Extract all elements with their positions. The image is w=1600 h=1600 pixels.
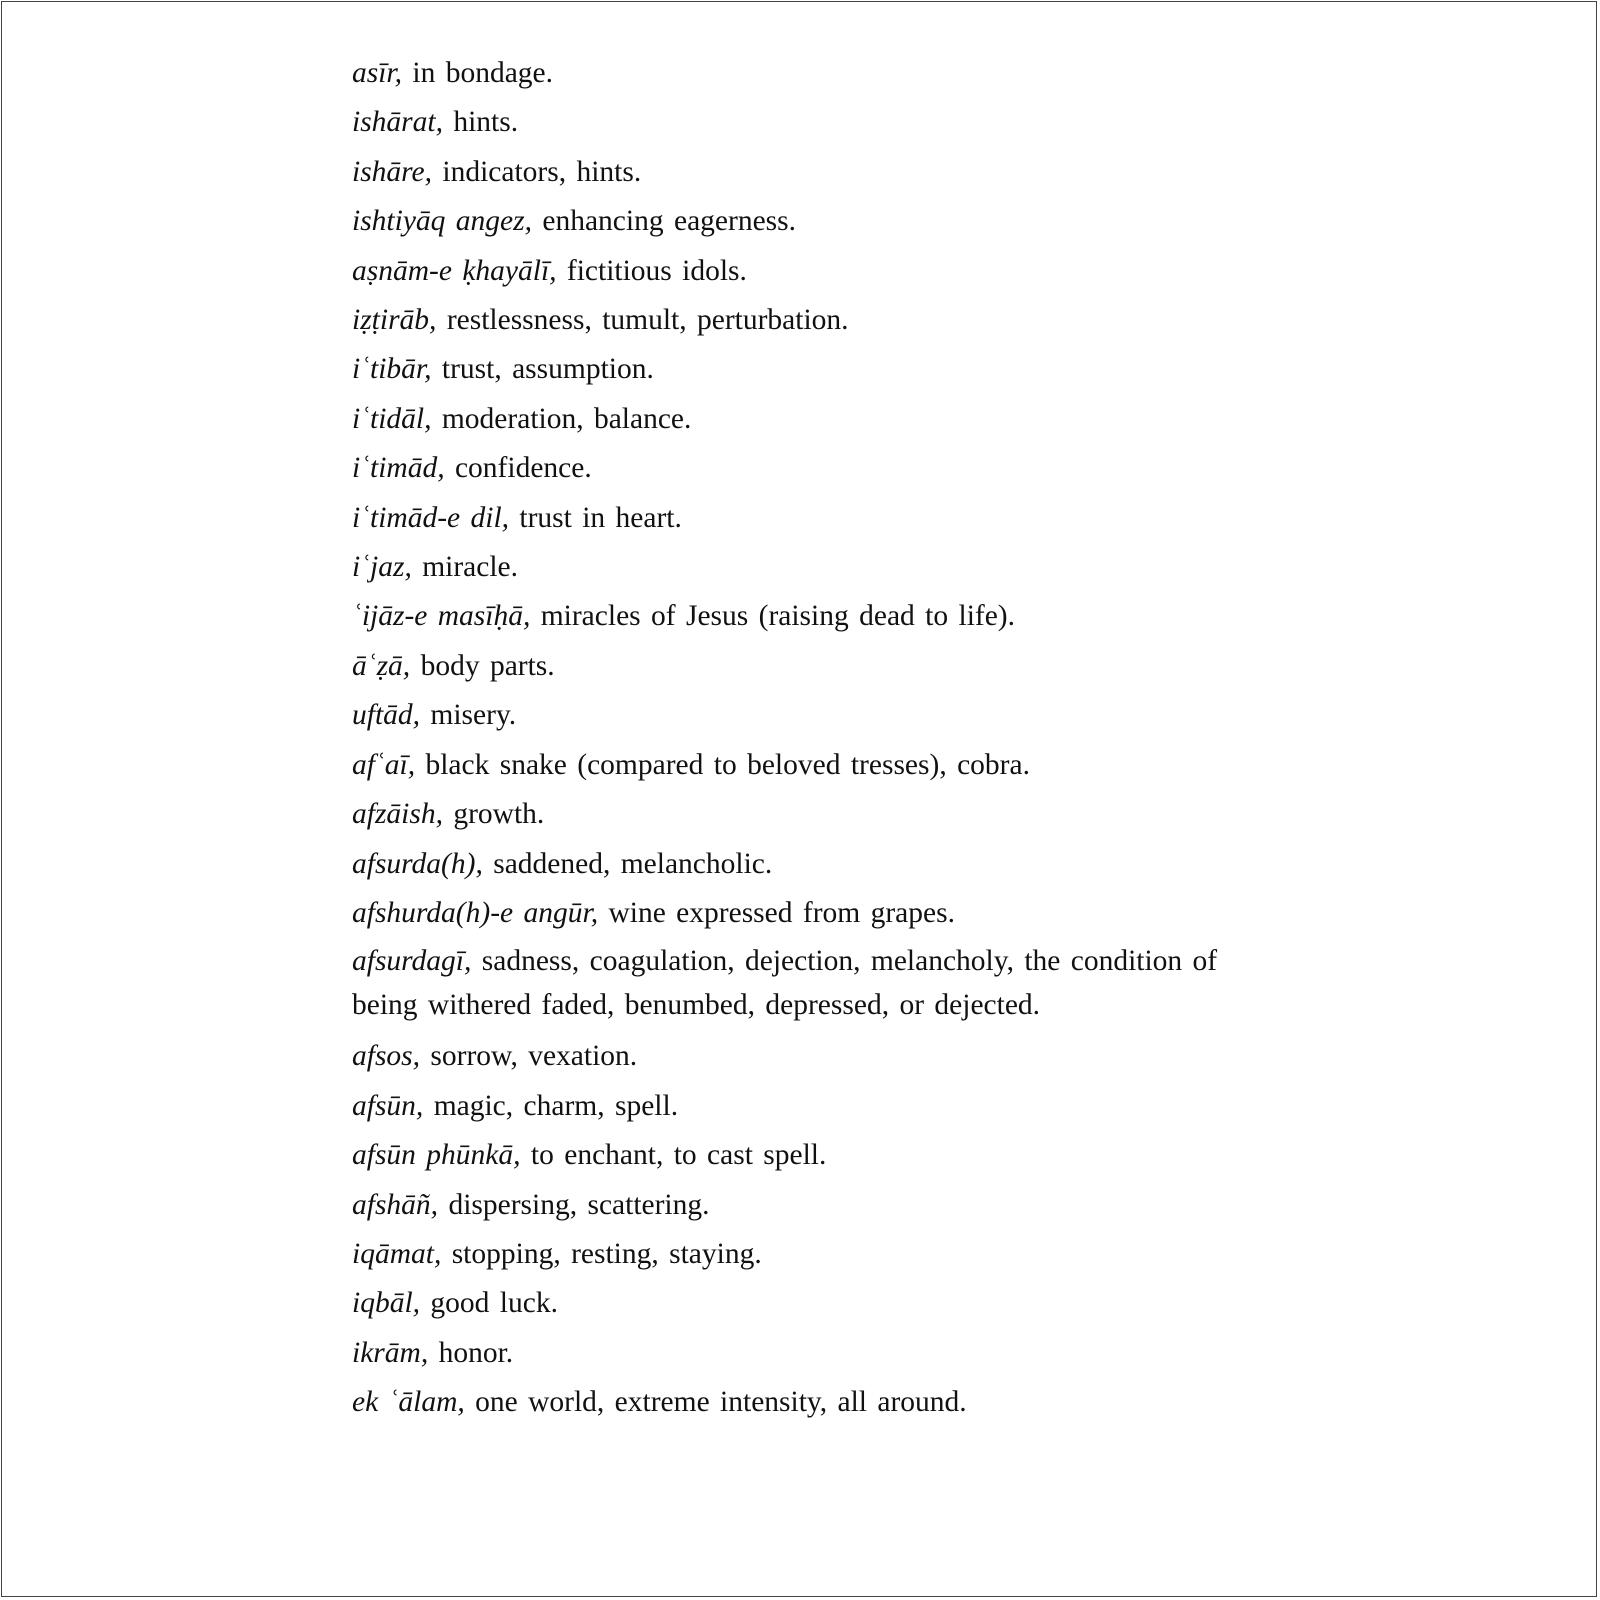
entry-term: ishtiyāq angez, — [352, 205, 532, 238]
entry-definition: miracle. — [422, 551, 519, 584]
entry-term: afsurdagī, — [352, 945, 472, 978]
entry-definition: enhancing eagerness. — [542, 205, 797, 238]
glossary-entry — [352, 98, 1272, 147]
entry-term: ikrām, — [352, 1336, 429, 1369]
glossary-entry — [352, 790, 1272, 839]
glossary-entry — [352, 197, 1272, 246]
entry-term: asīr, — [352, 57, 403, 89]
entry-term: iʿtidāl, — [352, 402, 432, 435]
entry-term: iʿjaz, — [352, 551, 412, 584]
entry-definition: magic, charm, spell. — [433, 1089, 679, 1122]
glossary-entry — [352, 494, 1272, 543]
entry-term: ek ʿālam, — [352, 1386, 465, 1419]
glossary-entry — [352, 741, 1272, 790]
entry-definition: in bondage. — [412, 57, 554, 89]
entry-term: iʿtimād-e dil, — [352, 501, 510, 534]
glossary-entry — [352, 889, 1272, 938]
entry-definition: moderation, balance. — [441, 402, 692, 435]
glossary-entry — [352, 1279, 1272, 1328]
glossary-entry — [352, 1378, 1272, 1427]
entry-term: afsurda(h), — [352, 847, 483, 880]
glossary-entry — [352, 345, 1272, 394]
glossary-entry — [352, 444, 1272, 493]
entry-term: afzāish, — [352, 798, 443, 831]
glossary-entry — [352, 543, 1272, 592]
glossary-entry — [352, 1329, 1272, 1378]
entry-definition: fictitious idols. — [566, 254, 747, 287]
entry-definition: sadness, coagulation, dejection, melancholy, the condition of being withered faded, benumbed, depressed, or dejected. — [352, 945, 1218, 1022]
entry-term: ʿijāz-e masīḥā, — [352, 600, 531, 633]
entry-definition: to enchant, to cast spell. — [530, 1139, 827, 1172]
glossary-entry — [352, 247, 1272, 296]
entry-definition: wine expressed from grapes. — [608, 896, 955, 929]
entry-term: iʿtimād, — [352, 452, 445, 485]
entry-definition: honor. — [438, 1336, 514, 1369]
entry-term: afsos, — [352, 1040, 421, 1073]
entry-definition: trust, assumption. — [441, 353, 654, 386]
entry-definition: growth. — [453, 798, 545, 831]
glossary-list — [352, 49, 1272, 1428]
entry-term: iqbāl, — [352, 1287, 421, 1320]
entry-term: afsūn phūnkā, — [352, 1139, 521, 1172]
entry-term: iẓṭirāb, — [352, 304, 437, 337]
entry-definition: restlessness, tumult, perturbation. — [446, 304, 849, 337]
glossary-entry — [352, 642, 1272, 691]
entry-definition: indicators, hints. — [442, 155, 642, 188]
entry-term: afsūn, — [352, 1089, 424, 1122]
entry-definition: miracles of Jesus (raising dead to life). — [540, 600, 1016, 633]
entry-definition: stopping, resting, staying. — [451, 1237, 762, 1270]
glossary-entry — [352, 1082, 1272, 1131]
entry-definition: one world, extreme intensity, all around. — [475, 1386, 967, 1419]
glossary-entry — [352, 49, 1272, 98]
entry-term: afʿaī, — [352, 748, 416, 781]
glossary-entry — [352, 148, 1272, 197]
entry-term: uftād, — [352, 699, 421, 732]
entry-definition: body parts. — [420, 649, 555, 682]
glossary-entry — [352, 691, 1272, 740]
entry-definition: misery. — [430, 699, 517, 732]
entry-definition: good luck. — [430, 1287, 558, 1320]
glossary-entry — [352, 1230, 1272, 1279]
entry-definition: saddened, melancholic. — [493, 847, 773, 880]
entry-definition: dispersing, scattering. — [448, 1188, 710, 1221]
entry-definition: confidence. — [454, 452, 592, 485]
entry-term: iqāmat, — [352, 1237, 442, 1270]
glossary-entry — [352, 840, 1272, 889]
entry-term: āʿẓā, — [352, 649, 411, 682]
glossary-entry — [352, 296, 1272, 345]
glossary-entry — [352, 592, 1272, 641]
entry-term: aṣnām-e ḳhayālī, — [352, 254, 557, 287]
glossary-entry — [352, 1032, 1272, 1081]
entry-term: afshurda(h)-e angūr, — [352, 896, 599, 929]
glossary-entry — [352, 1181, 1272, 1230]
entry-term: afshāñ, — [352, 1188, 439, 1221]
glossary-entry — [352, 395, 1272, 444]
entry-term: ishāre, — [352, 155, 433, 188]
document-page — [1, 1, 1597, 1597]
entry-definition: black snake (compared to beloved tresses), cobra. — [425, 748, 1030, 781]
entry-term: iʿtibār, — [352, 353, 432, 386]
glossary-entry — [352, 1131, 1272, 1180]
glossary-entry — [352, 939, 1272, 1027]
entry-definition: sorrow, vexation. — [430, 1040, 638, 1073]
entry-definition: hints. — [453, 106, 519, 139]
entry-definition: trust in heart. — [519, 501, 682, 534]
entry-term: ishārat, — [352, 106, 443, 139]
